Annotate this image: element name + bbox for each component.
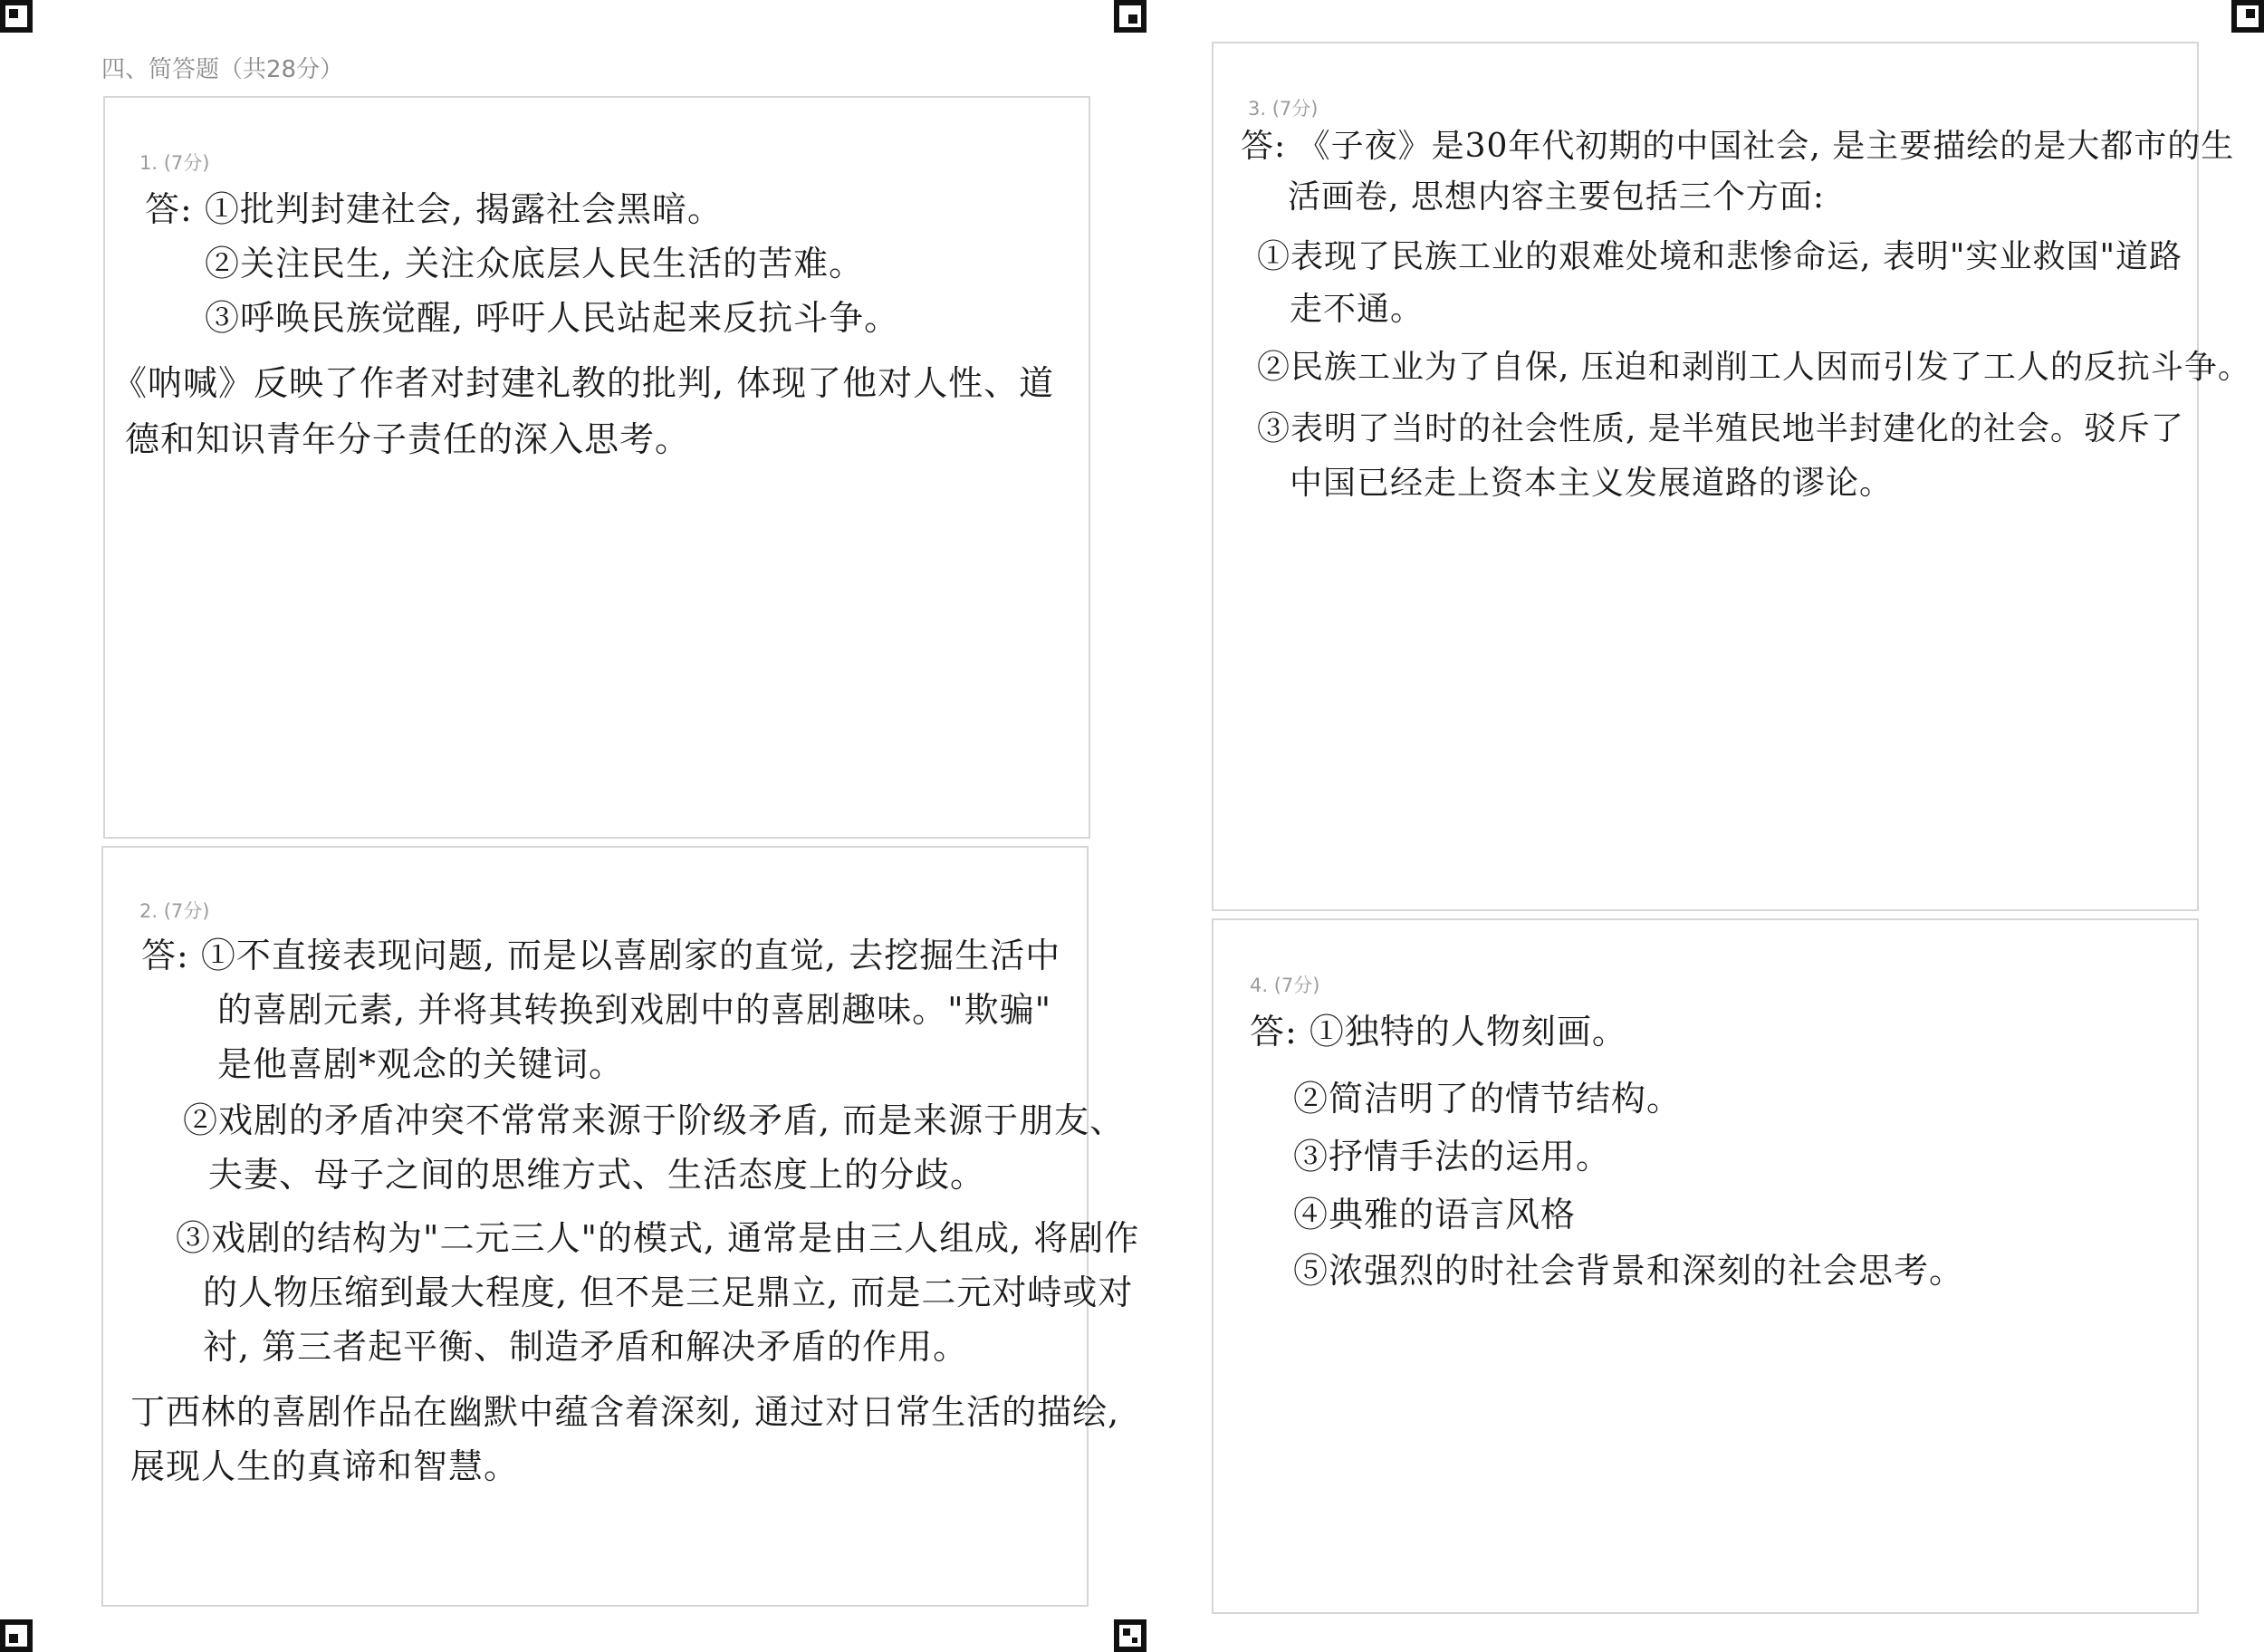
answer-line: 是他喜剧*观念的关键词。 <box>217 1044 625 1084</box>
answer-line: ③呼唤民族觉醒, 呼吁人民站起来反抗斗争。 <box>205 298 900 338</box>
question-label: 2. (7分) <box>139 900 210 922</box>
answer-line: 答: 《子夜》是30年代初期的中国社会, 是主要描绘的是大都市的生 <box>1241 128 2235 165</box>
answer-line: ②戏剧的矛盾冲突不常常来源于阶级矛盾, 而是来源于朋友、 <box>183 1100 1126 1140</box>
answer-line: ③抒情手法的运用。 <box>1293 1137 1612 1177</box>
answer-line: 答: ①批判封建社会, 揭露社会黑暗。 <box>145 189 724 229</box>
answer-line: 衬, 第三者起平衡、制造矛盾和解决矛盾的作用。 <box>203 1327 969 1367</box>
answer-line: 丁西林的喜剧作品在幽默中蕴含着深刻, 通过对日常生活的描绘, <box>130 1392 1120 1432</box>
registration-marker-bottom-left <box>0 1619 33 1652</box>
answer-line: 中国已经走上资本主义发展道路的谬论。 <box>1290 465 1894 502</box>
answer-line: 的人物压缩到最大程度, 但不是三足鼎立, 而是二元对峙或对 <box>203 1273 1134 1312</box>
answer-line: ①表现了民族工业的艰难处境和悲惨命运, 表明"实业救国"道路 <box>1257 238 2183 275</box>
answer-line: ②民族工业为了自保, 压迫和剥削工人因而引发了工人的反抗斗争。 <box>1257 349 2251 386</box>
answer-line: 走不通。 <box>1290 291 1425 328</box>
answer-line: 答: ①不直接表现问题, 而是以喜剧家的直觉, 去挖掘生活中 <box>141 936 1061 975</box>
answer-line: ⑤浓强烈的时社会背景和深刻的社会思考。 <box>1293 1251 1965 1291</box>
answer-line: ②关注民生, 关注众底层人民生活的苦难。 <box>205 244 865 283</box>
registration-marker-top-center <box>1114 0 1146 33</box>
answer-line: 德和知识青年分子责任的深入思考。 <box>125 419 691 459</box>
question-label: 3. (7分) <box>1248 98 1319 120</box>
question-label: 4. (7分) <box>1250 975 1320 996</box>
answer-line: ③戏剧的结构为"二元三人"的模式, 通常是由三人组成, 将剧作 <box>176 1218 1140 1258</box>
answer-line: 答: ①独特的人物刻画。 <box>1250 1012 1627 1052</box>
answer-line: 的喜剧元素, 并将其转换到戏剧中的喜剧趣味。"欺骗" <box>217 990 1052 1030</box>
registration-marker-top-right <box>2231 0 2264 33</box>
answer-line: 夫妻、母子之间的思维方式、生活态度上的分歧。 <box>208 1155 986 1195</box>
answer-line: ②简洁明了的情节结构。 <box>1293 1079 1683 1119</box>
answer-line: 展现人生的真谛和智慧。 <box>130 1446 520 1486</box>
answer-line: 《呐喊》反映了作者对封建礼教的批判, 体现了他对人性、道 <box>112 363 1055 403</box>
answer-line: 活画卷, 思想内容主要包括三个方面: <box>1288 178 1826 216</box>
registration-marker-top-left <box>0 0 33 33</box>
section-title: 四、简答题（共28分） <box>101 56 344 83</box>
answer-line: ③表明了当时的社会性质, 是半殖民地半封建化的社会。驳斥了 <box>1257 410 2184 447</box>
answer-box-1 <box>103 96 1090 839</box>
answer-box-2 <box>101 846 1140 1607</box>
answer-line: ④典雅的语言风格 <box>1293 1195 1577 1234</box>
answer-box-4 <box>1212 918 2199 1614</box>
question-label: 1. (7分) <box>139 152 210 174</box>
registration-marker-bottom-center <box>1114 1619 1146 1652</box>
answer-box-3 <box>1212 42 2251 911</box>
